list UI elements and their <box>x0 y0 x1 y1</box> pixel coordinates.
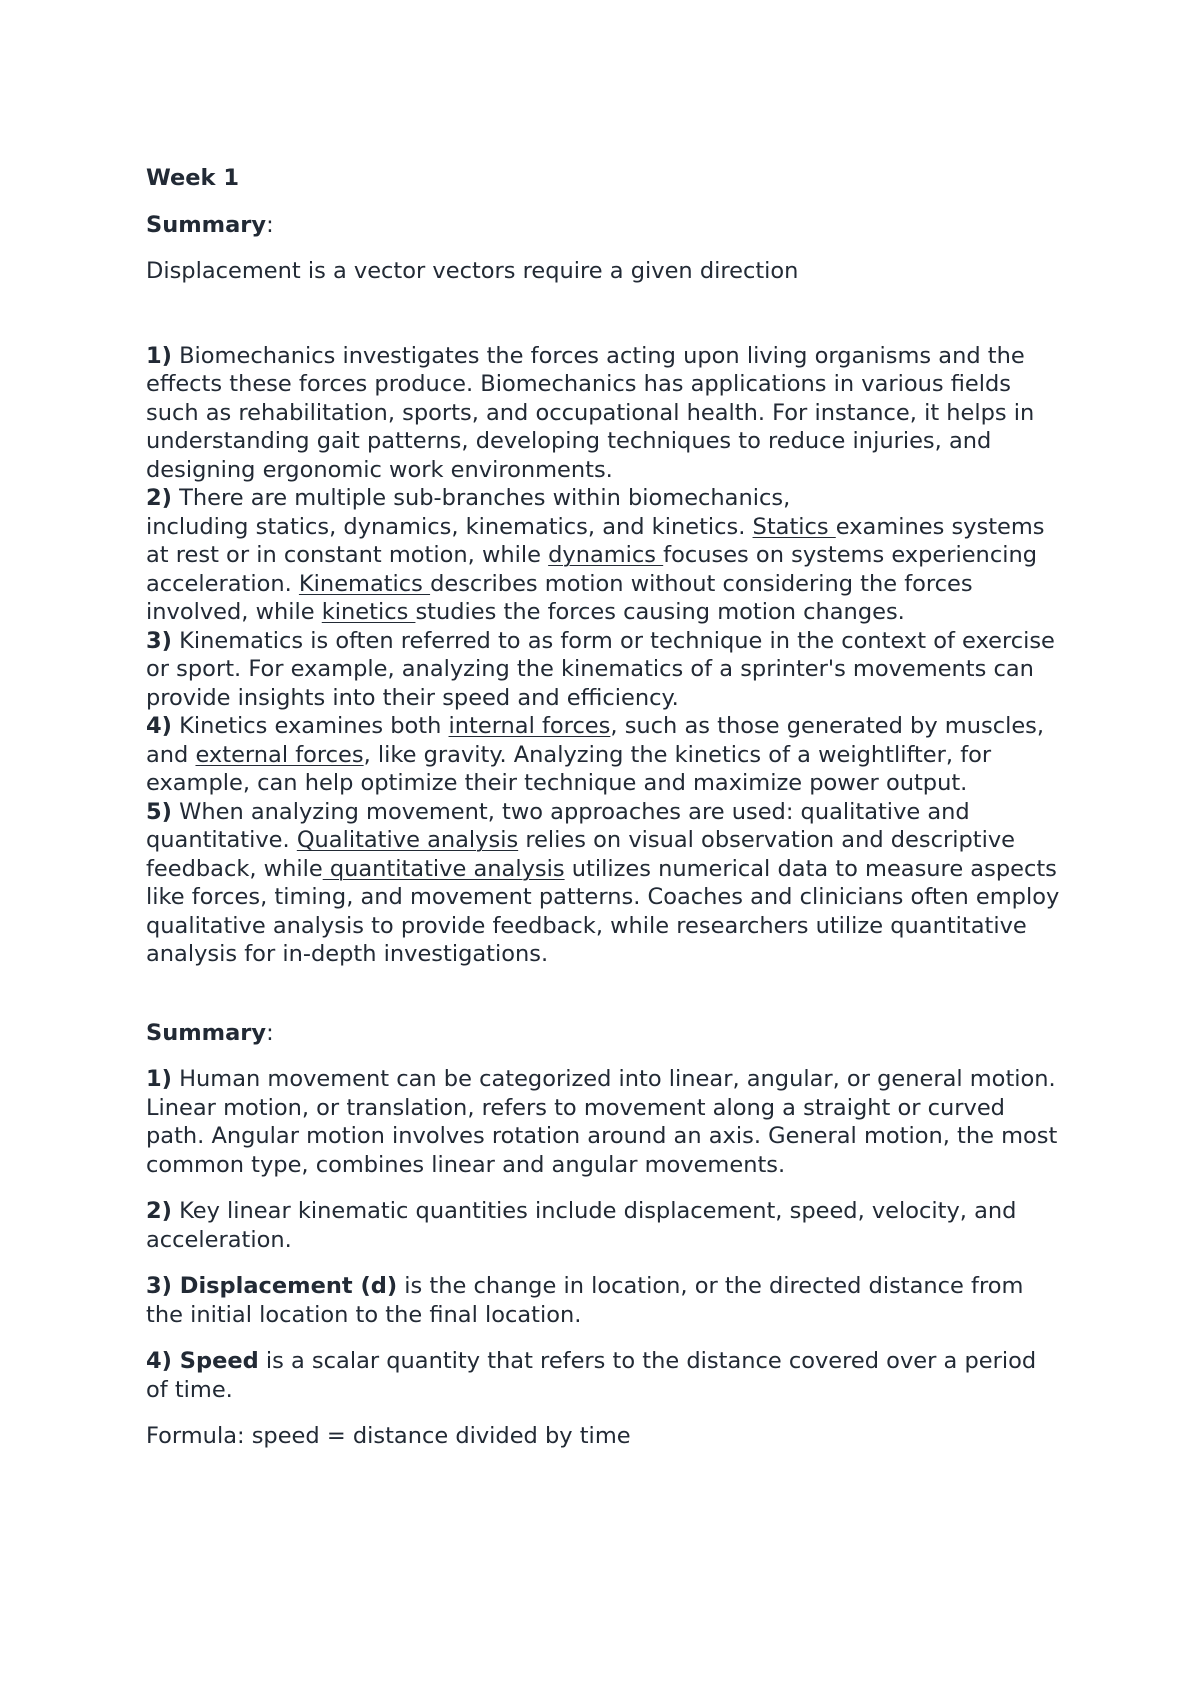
list-item: 3) Kinematics is often referred to as form or technique in the context of exercise or sport. For example, analyzing the kinematics of a sprinter's movements can provide insights into their speed and efficiency. <box>146 627 1055 711</box>
summary-text-1: Displacement is a vector vectors require a given direction <box>146 258 799 284</box>
term-dynamics: dynamics <box>548 542 664 568</box>
summary-heading-1: Summary: <box>146 211 274 238</box>
term-quantitative-analysis: quantitative analysis <box>322 855 565 882</box>
summary-heading-2: Summary: <box>146 1019 274 1046</box>
list-item: 5) When analyzing movement, two approaches are used: qualitative and quantitative. Qualitative analysis relies on visual observation and descriptive feedback, while quantitative analysis utilizes numerical data to measure aspects like forces, timing, and movement patterns. Coaches and clinicians often employ qualitative analysis to provide feedback, while researchers utilize quantitative analysis for in-depth investigations. <box>146 798 1060 967</box>
list-item: 3) Displacement (d) is the change in location, or the directed distance from the initial location to the final location. <box>146 1273 1024 1328</box>
numbered-list-2 <box>146 1065 1060 1404</box>
formula-text: Formula: speed = distance divided by time <box>146 1423 631 1449</box>
list-item: 1) Biomechanics investigates the forces acting upon living organisms and the effects these forces produce. Biomechanics has applications in various fields such as rehabilitation, sports, and occupational health. For instance, it helps in understanding gait patterns, developing techniques to reduce injuries, and designing ergonomic work environments. <box>146 342 1035 483</box>
list-item: 4) Speed is a scalar quantity that refers to the distance covered over a period of time. <box>146 1348 1037 1403</box>
term-kinematics: Kinematics <box>298 570 431 597</box>
list-item: 2) Key linear kinematic quantities include displacement, speed, velocity, and acceleration. <box>146 1198 1017 1253</box>
term-qualitative-analysis: Qualitative analysis <box>296 827 519 853</box>
term-kinetics: kinetics <box>321 599 416 625</box>
term-statics: Statics <box>752 513 836 540</box>
term-internal-forces: internal forces <box>448 713 611 739</box>
list-item: 1) Human movement can be categorized into linear, angular, or general motion. Linear motion, or translation, refers to movement along a straight or curved path. Angular motion involves rotation around an axis. General motion, the most common type, combines linear and angular movements. <box>146 1066 1058 1178</box>
list-item: 2) There are multiple sub-branches within biomechanics, including statics, dynamics, kinematics, and kinetics. Statics examines systems at rest or in constant motion, while dynamics focuses on systems experiencing acceleration. Kinematics describes motion without considering the forces involved, while kinetics studies the forces causing motion changes. <box>146 485 1045 625</box>
term-external-forces: external forces <box>195 741 364 768</box>
list-item: 4) Kinetics examines both internal forces, such as those generated by muscles, and external forces, like gravity. Analyzing the kinetics of a weightlifter, for example, can help optimize their technique and maximize power output. <box>146 713 1045 796</box>
numbered-list-1 <box>146 342 1060 969</box>
page-title: Week 1 <box>146 165 239 191</box>
